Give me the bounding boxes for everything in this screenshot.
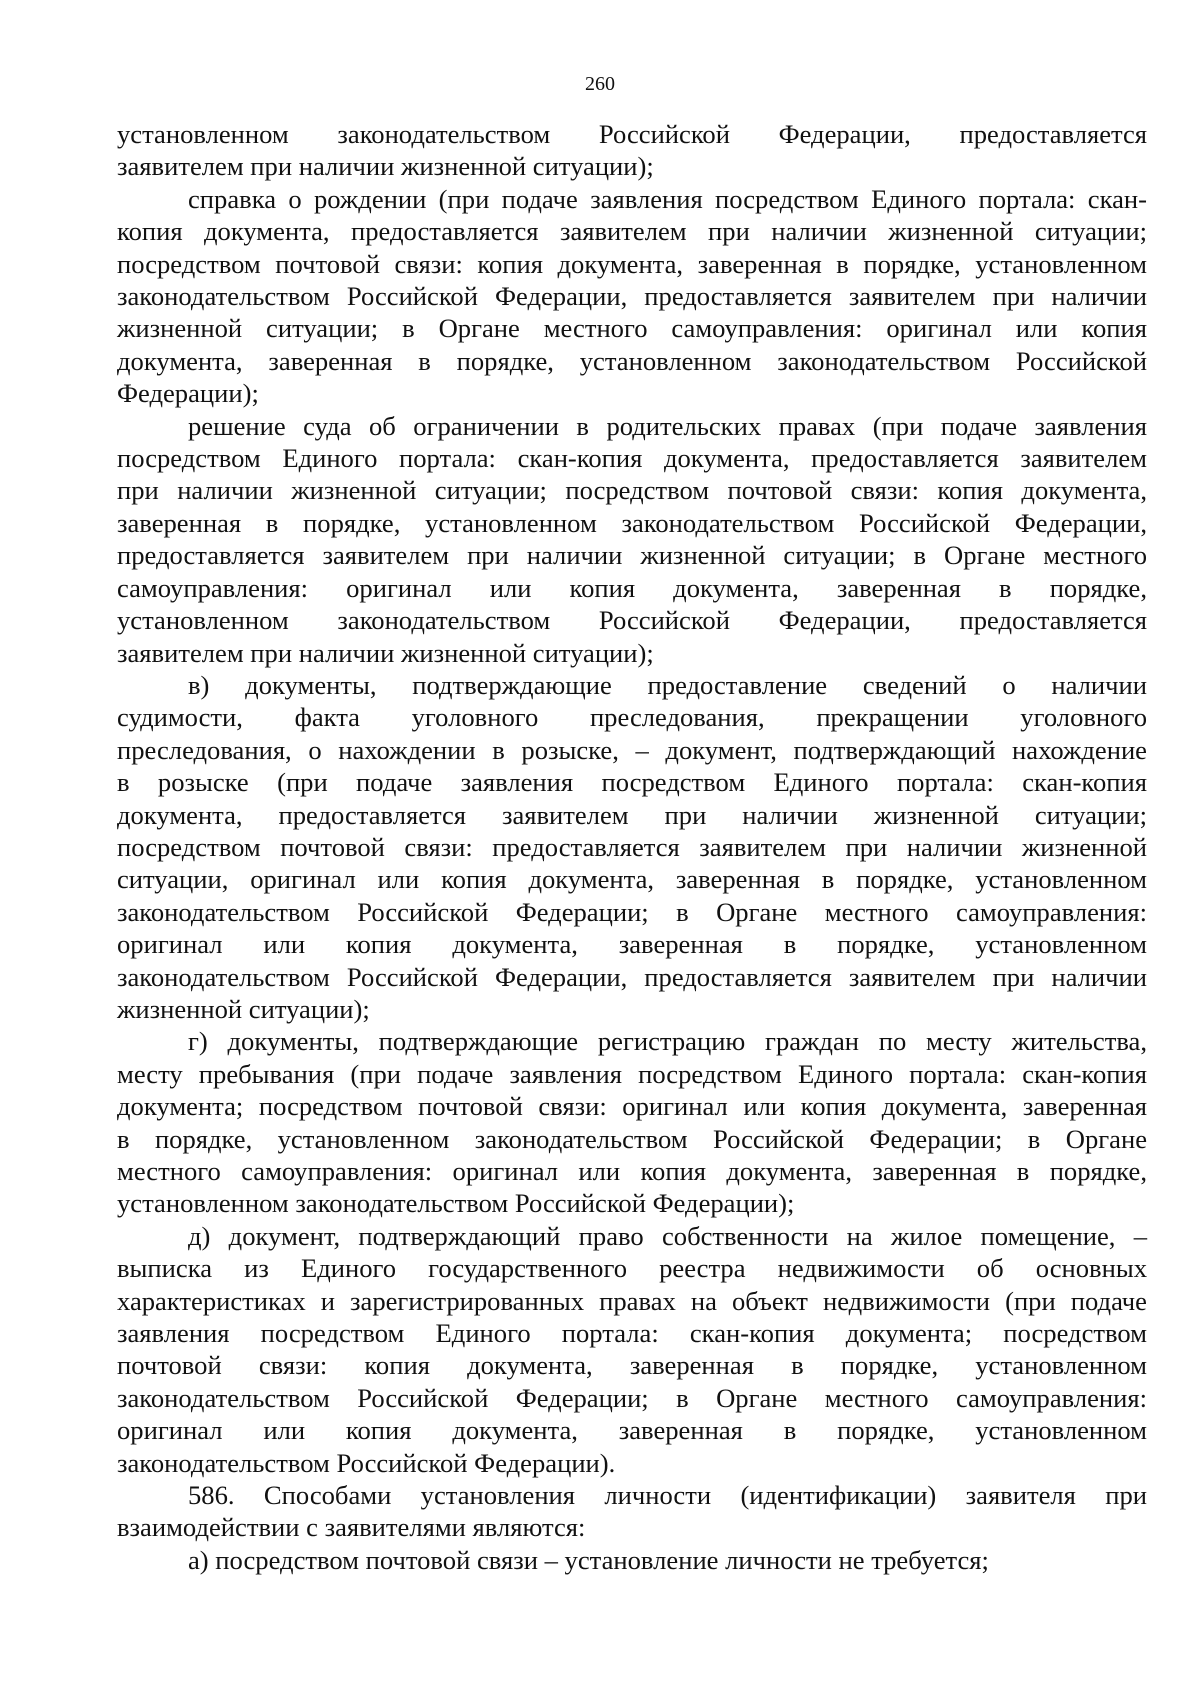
text-line: законодательством Российской Федерации, предоставляется заявителем при наличии	[117, 961, 1147, 992]
text-line: д) документ, подтверждающий право собственности на жилое помещение, –	[188, 1220, 1147, 1251]
text-line: законодательством Российской Федерации, предоставляется заявителем при наличии	[117, 281, 1147, 312]
text-line: установленном законодательством Российской Федерации, предоставляется	[117, 605, 1147, 636]
text-line: взаимодействии с заявителями являются:	[117, 1512, 586, 1543]
text-line: законодательством Российской Федерации).	[117, 1447, 616, 1478]
text-line: почтовой связи: копия документа, заверенная в порядке, установленном	[117, 1350, 1147, 1381]
paragraph	[117, 669, 1147, 1025]
text-line: г) документы, подтверждающие регистрацию граждан по месту жительства,	[188, 1026, 1147, 1057]
paragraph	[117, 1220, 1147, 1479]
text-line: заявителем при наличии жизненной ситуации);	[117, 151, 654, 182]
text-line: заявления посредством Единого портала: скан-копия документа; посредством	[117, 1318, 1147, 1349]
text-line: установленном законодательством Российской Федерации);	[117, 1188, 795, 1219]
text-line: жизненной ситуации);	[117, 993, 370, 1024]
paragraph	[117, 410, 1147, 669]
paragraph	[117, 183, 1147, 410]
paragraph	[117, 1544, 1147, 1576]
text-line: в розыске (при подаче заявления посредством Единого портала: скан-копия	[117, 767, 1147, 798]
text-line: законодательством Российской Федерации; в Органе местного самоуправления:	[117, 1382, 1147, 1413]
text-line: Федерации);	[117, 378, 259, 409]
text-line: справка о рождении (при подаче заявления посредством Единого портала: скан-	[188, 183, 1147, 214]
page-number: 260	[585, 73, 615, 95]
text-line: заявителем при наличии жизненной ситуации);	[117, 637, 654, 668]
text-line: законодательством Российской Федерации; в Органе местного самоуправления:	[117, 896, 1147, 927]
text-line: характеристиках и зарегистрированных правах на объект недвижимости (при подаче	[117, 1285, 1147, 1316]
text-line: при наличии жизненной ситуации; посредством почтовой связи: копия документа,	[117, 475, 1147, 506]
text-line: посредством почтовой связи: копия документа, заверенная в порядке, установленном	[117, 248, 1147, 279]
text-line: а) посредством почтовой связи – установление личности не требуется;	[188, 1544, 989, 1575]
text-line: судимости, факта уголовного преследования, прекращении уголовного	[117, 702, 1147, 733]
text-line: копия документа, предоставляется заявителем при наличии жизненной ситуации;	[117, 216, 1147, 247]
text-line: жизненной ситуации; в Органе местного самоуправления: оригинал или копия	[117, 313, 1147, 344]
text-line: месту пребывания (при подаче заявления посредством Единого портала: скан-копия	[117, 1058, 1147, 1089]
text-line: установленном законодательством Российской Федерации, предоставляется	[117, 119, 1147, 149]
text-line: выписка из Единого государственного реестра недвижимости об основных	[117, 1253, 1147, 1284]
text-line: ситуации, оригинал или копия документа, заверенная в порядке, установленном	[117, 864, 1147, 895]
paragraph	[117, 1479, 1147, 1544]
text-line: посредством почтовой связи: предоставляется заявителем при наличии жизненной	[117, 831, 1147, 862]
paragraph	[117, 118, 1147, 183]
text-line: документа, предоставляется заявителем при наличии жизненной ситуации;	[117, 799, 1147, 830]
paragraph	[117, 1025, 1147, 1219]
text-line: оригинал или копия документа, заверенная в порядке, установленном	[117, 1415, 1147, 1446]
document-body	[117, 118, 1147, 1576]
text-line: в порядке, установленном законодательством Российской Федерации; в Органе	[117, 1123, 1147, 1154]
text-line: документа, заверенная в порядке, установленном законодательством Российской	[117, 345, 1147, 376]
text-line: решение суда об ограничении в родительских правах (при подаче заявления	[188, 410, 1147, 441]
text-line: заверенная в порядке, установленном законодательством Российской Федерации,	[117, 507, 1147, 538]
text-line: в) документы, подтверждающие предоставление сведений о наличии	[188, 669, 1147, 700]
text-line: самоуправления: оригинал или копия документа, заверенная в порядке,	[117, 572, 1147, 603]
text-line: документа; посредством почтовой связи: оригинал или копия документа, заверенная	[117, 1091, 1147, 1122]
text-line: местного самоуправления: оригинал или копия документа, заверенная в порядке,	[117, 1156, 1147, 1186]
text-line: посредством Единого портала: скан-копия документа, предоставляется заявителем	[117, 443, 1147, 474]
text-line: преследования, о нахождении в розыске, – документ, подтверждающий нахождение	[117, 734, 1147, 765]
text-line: предоставляется заявителем при наличии жизненной ситуации; в Органе местного	[117, 540, 1147, 571]
text-line: 586. Способами установления личности (идентификации) заявителя при	[188, 1480, 1147, 1511]
text-line: оригинал или копия документа, заверенная в порядке, установленном	[117, 929, 1147, 960]
